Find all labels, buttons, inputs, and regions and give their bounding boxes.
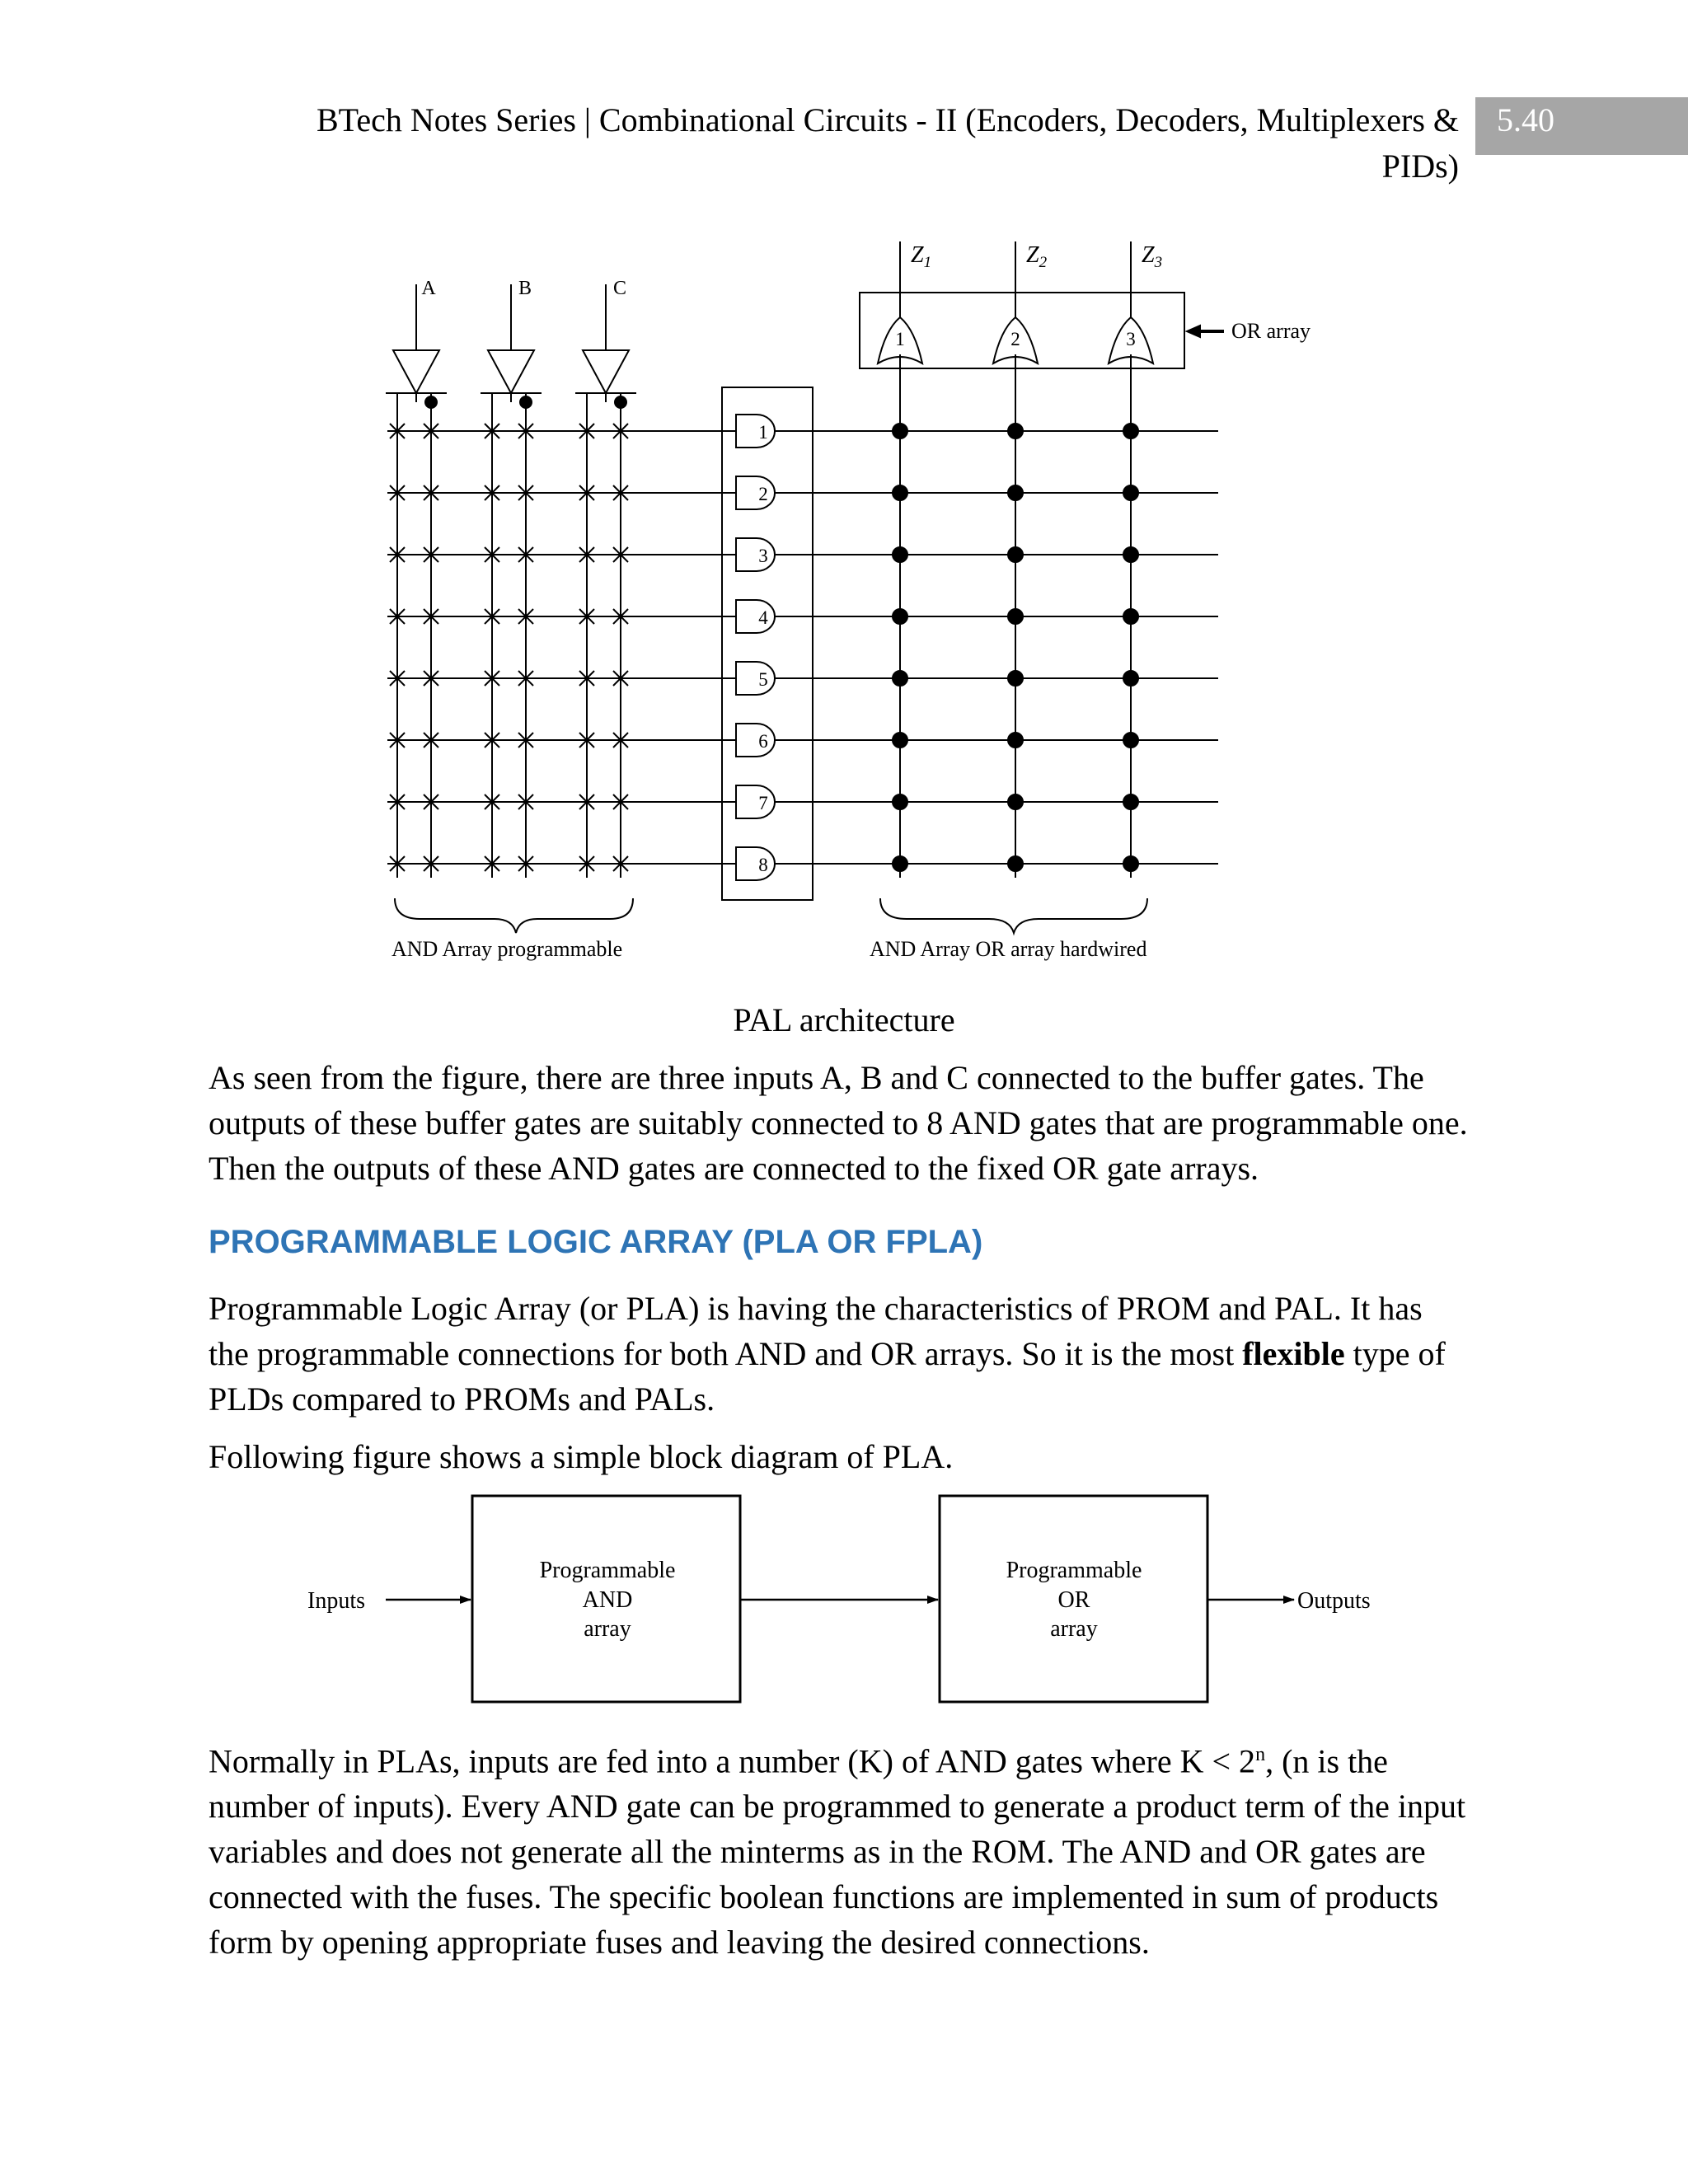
arrow-left-icon	[1187, 326, 1200, 337]
text-line: number of inputs). Every AND gate can be programmed to generate a product term of the input	[209, 1788, 1466, 1825]
input-label-b: B	[518, 278, 532, 299]
block2-line1: Programmable	[1006, 1558, 1142, 1583]
text-line: variables and does not generate all the minterms as in the ROM. The AND and OR gates are	[209, 1833, 1426, 1871]
text-line: Then the outputs of these AND gates are connected to the fixed OR gate arrays.	[209, 1150, 1259, 1187]
block1-line2: AND	[582, 1587, 633, 1613]
input-label-c: C	[612, 278, 627, 299]
text-span: , (n is the	[1265, 1742, 1388, 1780]
pla-description-paragraph	[209, 1732, 1494, 1965]
outputs-label: Outputs	[1297, 1588, 1371, 1614]
buffer-gate-icon	[488, 350, 534, 393]
block1-line3: array	[584, 1616, 631, 1642]
pal-description-paragraph	[209, 1055, 1494, 1191]
or-gate-number: 2	[1010, 329, 1020, 349]
header-title-line1: BTech Notes Series | Combinational Circuits - II (Encoders, Decoders, Multiplexers &	[316, 101, 1459, 138]
buffer-gate-icon	[393, 350, 439, 393]
and-gate-icon	[736, 415, 775, 448]
output-label-z1: $Z_1$	[911, 242, 932, 271]
page-number-badge: 5.40	[1475, 97, 1688, 155]
and-gate-number: 2	[758, 484, 768, 504]
text-line: connected with the fuses. The specific boolean functions are implemented in sum of products	[209, 1878, 1439, 1916]
and-gate-icon	[736, 785, 775, 818]
figure-caption-pal: PAL architecture	[733, 1001, 955, 1038]
text-line: As seen from the figure, there are three inputs A, B and C connected to the buffer gates. The	[209, 1059, 1424, 1096]
and-gate-icon	[736, 600, 775, 633]
and-gate-icon	[736, 724, 775, 757]
brace-and-programmable	[395, 898, 633, 933]
and-gate-icon	[736, 662, 775, 695]
and-gate-number: 7	[758, 793, 768, 813]
and-gate-number: 1	[758, 422, 768, 443]
emphasis-flexible: flexible	[1242, 1335, 1345, 1372]
inputs-label: Inputs	[307, 1588, 365, 1614]
and-gate-number: 3	[758, 546, 768, 566]
buffer-gate-icon	[583, 350, 629, 393]
pla-block-diagram	[0, 1483, 1688, 1714]
input-label-a: A	[421, 278, 436, 299]
brace-hardwired	[880, 898, 1147, 933]
and-gate-group-box	[722, 387, 813, 900]
block2-line2: OR	[1057, 1587, 1090, 1613]
header-title-line2: PIDs)	[1381, 148, 1459, 185]
or-array-label: OR array	[1231, 319, 1311, 343]
text-line: form by opening appropriate fuses and leaving the desired connections.	[209, 1924, 1150, 1961]
pla-figure-intro: Following figure shows a simple block diagram of PLA.	[209, 1438, 954, 1475]
section-heading-pla: PROGRAMMABLE LOGIC ARRAY (PLA OR FPLA)	[209, 1224, 983, 1260]
output-label-z3: $Z_3$	[1142, 242, 1163, 271]
and-gate-number: 8	[758, 855, 768, 875]
text-line: Programmable Logic Array (or PLA) is having the characteristics of PROM and PAL. It has	[209, 1290, 1423, 1327]
and-gate-number: 6	[758, 731, 768, 752]
text-span: the programmable connections for both AND and OR arrays. So it is the most	[209, 1335, 1243, 1372]
text-line	[209, 1732, 1494, 1783]
text-line: outputs of these buffer gates are suitably connected to 8 AND gates that are programmable one.	[209, 1104, 1468, 1141]
text-line: PLDs compared to PROMs and PALs.	[209, 1380, 715, 1418]
and-gate-icon	[736, 847, 775, 880]
pal-architecture-diagram	[0, 0, 1688, 989]
or-gate-number: 3	[1126, 329, 1136, 349]
hardwired-label: AND Array OR array hardwired	[870, 937, 1147, 961]
or-gate-number: 1	[895, 329, 905, 349]
text-span: Normally in PLAs, inputs are fed into a number (K) of AND gates where K < 2	[209, 1742, 1256, 1780]
superscript-n: n	[1255, 1744, 1266, 1765]
block1-line1: Programmable	[539, 1558, 676, 1583]
text-line	[209, 1331, 1494, 1376]
and-gate-number: 5	[758, 669, 768, 690]
text-span: type of	[1344, 1335, 1446, 1372]
pla-intro-paragraph	[209, 1286, 1494, 1422]
and-gate-number: 4	[758, 607, 768, 628]
and-gate-icon	[736, 476, 775, 509]
block2-line3: array	[1050, 1616, 1098, 1642]
and-array-programmable-label: AND Array programmable	[392, 937, 623, 961]
output-label-z2: $Z_2$	[1026, 242, 1048, 271]
and-gate-icon	[736, 538, 775, 571]
